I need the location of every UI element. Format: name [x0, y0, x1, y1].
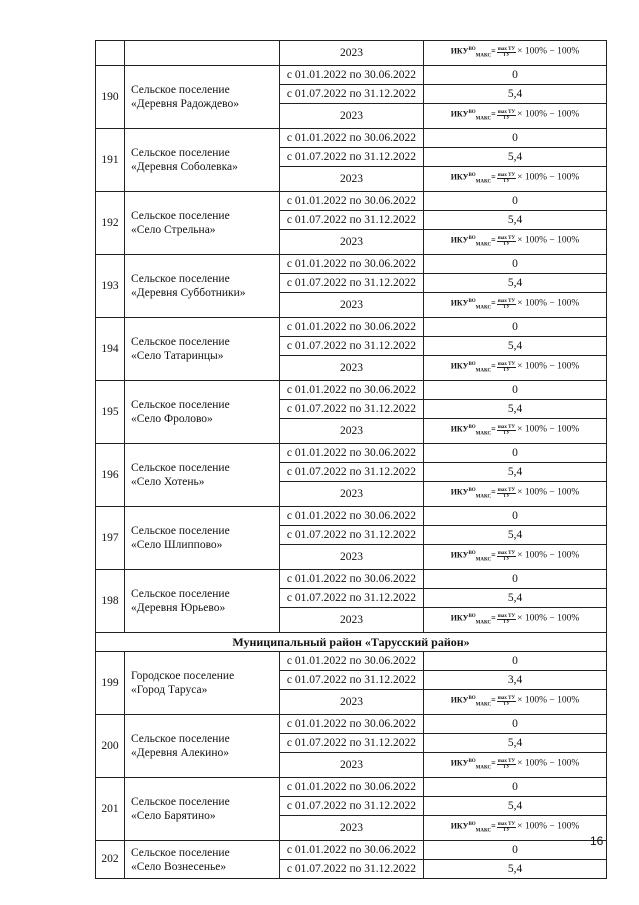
period-cell: с 01.01.2022 по 30.06.2022 — [280, 778, 424, 797]
settlement-type: Сельское поселение — [131, 84, 230, 96]
row-number: 194 — [96, 318, 125, 381]
period-cell: с 01.01.2022 по 30.06.2022 — [280, 570, 424, 589]
formula-lhs: ИКУ — [450, 488, 469, 498]
formula-lhs: ИКУ — [450, 822, 469, 832]
formula-eq: = — [491, 173, 496, 183]
formula-lhs-sub: МАКС — [475, 179, 492, 185]
formula-lhs: ИКУ — [450, 110, 469, 120]
period-cell: 2023 — [280, 419, 424, 444]
settlement-title: «Город Таруса» — [131, 684, 208, 696]
period-cell: 2023 — [280, 293, 424, 318]
period-cell: 2023 — [280, 545, 424, 570]
settlement-type: Сельское поселение — [131, 147, 230, 159]
period-cell: с 01.07.2022 по 31.12.2022 — [280, 860, 424, 879]
settlement-name — [125, 66, 280, 129]
settlement-type: Сельское поселение — [131, 273, 230, 285]
formula-lhs-sub: МАКС — [475, 242, 492, 248]
formula-rest: × 100% − 100% — [517, 362, 580, 373]
settlement-name — [125, 778, 280, 841]
formula-lhs: ИКУ — [450, 551, 469, 561]
value-cell: 5,4 — [424, 211, 607, 230]
formula-lhs: ИКУ — [450, 362, 469, 372]
formula-rest: × 100% − 100% — [517, 236, 580, 247]
period-cell: с 01.07.2022 по 31.12.2022 — [280, 211, 424, 230]
formula-rest: × 100% − 100% — [517, 822, 580, 833]
formula-fraction — [497, 362, 516, 373]
formula-lhs-sub: МАКС — [475, 765, 492, 771]
formula-denominator: ТУ — [502, 764, 510, 770]
value-cell: 5,4 — [424, 526, 607, 545]
formula-eq: = — [491, 110, 496, 120]
formula-cell — [424, 690, 607, 715]
table-row — [96, 318, 607, 337]
period-cell: 2023 — [280, 230, 424, 255]
formula-lhs-sup: ВО — [468, 551, 476, 557]
formula-cell — [424, 293, 607, 318]
value-cell: 3,4 — [424, 671, 607, 690]
settlement-name — [125, 507, 280, 570]
formula-denominator: ТУ — [502, 619, 510, 625]
formula-numerator: max ТУ — [497, 298, 516, 304]
period-cell: с 01.01.2022 по 30.06.2022 — [280, 715, 424, 734]
formula-cell — [424, 816, 607, 841]
value-cell: 0 — [424, 570, 607, 589]
formula-fraction — [497, 759, 516, 770]
row-number: 190 — [96, 66, 125, 129]
formula-cell — [424, 419, 607, 444]
table-row — [96, 715, 607, 734]
value-cell: 5,4 — [424, 734, 607, 753]
formula-rest: × 100% − 100% — [517, 488, 580, 499]
formula-cell — [424, 356, 607, 381]
period-cell: с 01.01.2022 по 30.06.2022 — [280, 318, 424, 337]
settlement-title: «Село Фролово» — [131, 413, 213, 425]
formula-lhs-sub: МАКС — [475, 702, 492, 708]
formula-rest: × 100% − 100% — [517, 551, 580, 562]
value-cell: 0 — [424, 444, 607, 463]
period-cell: с 01.07.2022 по 31.12.2022 — [280, 337, 424, 356]
value-cell: 0 — [424, 715, 607, 734]
table-row — [96, 444, 607, 463]
settlement-name — [125, 381, 280, 444]
period-cell: с 01.01.2022 по 30.06.2022 — [280, 255, 424, 274]
period-cell: 2023 — [280, 690, 424, 715]
formula-rest: × 100% − 100% — [517, 759, 580, 770]
formula-lhs-sup: ВО — [468, 110, 476, 116]
value-cell: 5,4 — [424, 85, 607, 104]
period-cell: 2023 — [280, 167, 424, 192]
period-cell: с 01.01.2022 по 30.06.2022 — [280, 66, 424, 85]
period-cell: с 01.01.2022 по 30.06.2022 — [280, 129, 424, 148]
settlement-title: «Село Вознесенье» — [131, 860, 227, 873]
row-number: 198 — [96, 570, 125, 633]
settlement-name — [125, 192, 280, 255]
period-cell: 2023 — [280, 104, 424, 129]
formula-eq: = — [491, 696, 496, 706]
formula-lhs: ИКУ — [450, 696, 469, 706]
period-cell: с 01.01.2022 по 30.06.2022 — [280, 652, 424, 671]
formula-lhs: ИКУ — [450, 299, 469, 309]
formula-lhs-sup: ВО — [468, 488, 476, 494]
formula-eq: = — [491, 551, 496, 561]
table-row — [96, 652, 607, 671]
row-number: 192 — [96, 192, 125, 255]
formula-numerator: max ТУ — [497, 172, 516, 178]
formula-lhs-sub: МАКС — [475, 494, 492, 500]
settlement-type: Сельское поселение — [131, 796, 230, 808]
formula-rest: × 100% − 100% — [517, 173, 580, 184]
formula-rest: × 100% − 100% — [517, 299, 580, 310]
formula-denominator: ТУ — [502, 827, 510, 833]
row-number: 197 — [96, 507, 125, 570]
formula-denominator: ТУ — [502, 52, 510, 58]
formula-numerator: max ТУ — [497, 758, 516, 764]
value-cell: 0 — [424, 192, 607, 211]
formula-lhs-sup: ВО — [468, 425, 476, 431]
formula-cell — [424, 230, 607, 255]
settlement-title: «Деревня Радождево» — [131, 98, 240, 110]
formula-lhs-sub: МАКС — [475, 368, 492, 374]
formula-lhs-sub: МАКС — [475, 828, 492, 834]
settlement-title: «Село Шлиппово» — [131, 539, 223, 551]
formula-fraction — [497, 236, 516, 247]
settlement-type: Сельское поселение — [131, 399, 230, 411]
value-cell: 5,4 — [424, 337, 607, 356]
settlement-name — [125, 129, 280, 192]
formula-lhs: ИКУ — [450, 425, 469, 435]
settlement-title: «Деревня Соболевка» — [131, 161, 238, 173]
settlement-type: Сельское поселение — [131, 733, 230, 745]
tariff-table — [95, 40, 607, 879]
formula-rest: × 100% − 100% — [517, 614, 580, 625]
formula-denominator: ТУ — [502, 367, 510, 373]
table-row — [96, 41, 607, 66]
formula-lhs-sup: ВО — [468, 696, 476, 702]
formula-denominator: ТУ — [502, 556, 510, 562]
formula-lhs: ИКУ — [450, 173, 469, 183]
value-cell: 0 — [424, 381, 607, 400]
row-number: 200 — [96, 715, 125, 778]
table-row — [96, 192, 607, 211]
section-title: Муниципальный район «Тарусский район» — [96, 633, 607, 652]
period-cell: 2023 — [280, 608, 424, 633]
formula-numerator: max ТУ — [497, 235, 516, 241]
table-row — [96, 66, 607, 85]
formula-eq: = — [491, 759, 496, 769]
formula-denominator: ТУ — [502, 430, 510, 436]
formula-rest: × 100% − 100% — [517, 47, 580, 58]
formula-rest: × 100% − 100% — [517, 696, 580, 707]
value-cell: 5,4 — [424, 797, 607, 816]
formula-lhs: ИКУ — [450, 614, 469, 624]
formula-lhs-sup: ВО — [468, 173, 476, 179]
row-number: 199 — [96, 652, 125, 715]
settlement-name — [125, 841, 280, 879]
formula-fraction — [497, 173, 516, 184]
formula-lhs: ИКУ — [450, 47, 469, 57]
value-cell: 0 — [424, 318, 607, 337]
value-cell: 0 — [424, 66, 607, 85]
table-row — [96, 381, 607, 400]
period-cell: 2023 — [280, 356, 424, 381]
row-number: 201 — [96, 778, 125, 841]
period-cell: с 01.01.2022 по 30.06.2022 — [280, 841, 424, 860]
section-row — [96, 633, 607, 652]
formula-rest: × 100% − 100% — [517, 110, 580, 121]
settlement-type: Сельское поселение — [131, 525, 230, 537]
formula-cell — [424, 545, 607, 570]
page-number: 16 — [590, 834, 604, 848]
formula-cell — [424, 104, 607, 129]
settlement-name — [125, 570, 280, 633]
settlement-name — [125, 318, 280, 381]
settlement-name — [125, 444, 280, 507]
value-cell: 0 — [424, 652, 607, 671]
formula-eq: = — [491, 236, 496, 246]
formula-numerator: max ТУ — [497, 361, 516, 367]
formula-eq: = — [491, 614, 496, 624]
settlement-name — [125, 715, 280, 778]
settlement-title: «Село Барятино» — [131, 810, 216, 822]
formula-lhs-sub: МАКС — [475, 557, 492, 563]
period-cell: с 01.07.2022 по 31.12.2022 — [280, 463, 424, 482]
formula-eq: = — [491, 362, 496, 372]
settlement-title: «Село Стрельна» — [131, 224, 216, 236]
settlement-title: «Деревня Субботники» — [131, 287, 246, 299]
table-row — [96, 129, 607, 148]
table-row — [96, 570, 607, 589]
period-cell: с 01.07.2022 по 31.12.2022 — [280, 85, 424, 104]
formula-numerator: max ТУ — [497, 109, 516, 115]
formula-lhs-sup: ВО — [468, 614, 476, 620]
formula-fraction — [497, 551, 516, 562]
formula-fraction — [497, 299, 516, 310]
settlement-type: Городское поселение — [131, 670, 235, 682]
formula-fraction — [497, 110, 516, 121]
period-cell: с 01.01.2022 по 30.06.2022 — [280, 507, 424, 526]
row-number: 191 — [96, 129, 125, 192]
settlement-type: Сельское поселение — [131, 462, 230, 474]
settlement-title: «Деревня Алекино» — [131, 747, 229, 759]
formula-fraction — [497, 614, 516, 625]
period-cell: с 01.01.2022 по 30.06.2022 — [280, 192, 424, 211]
period-cell: с 01.07.2022 по 31.12.2022 — [280, 526, 424, 545]
formula-lhs-sup: ВО — [468, 759, 476, 765]
formula-cell — [424, 753, 607, 778]
formula-lhs-sup: ВО — [468, 236, 476, 242]
period-cell: с 01.07.2022 по 31.12.2022 — [280, 274, 424, 293]
formula-denominator: ТУ — [502, 304, 510, 310]
formula-eq: = — [491, 425, 496, 435]
formula-fraction — [497, 696, 516, 707]
formula-numerator: max ТУ — [497, 695, 516, 701]
formula-denominator: ТУ — [502, 493, 510, 499]
table-row — [96, 255, 607, 274]
formula-numerator: max ТУ — [497, 821, 516, 827]
formula-lhs-sub: МАКС — [475, 305, 492, 311]
formula-denominator: ТУ — [502, 241, 510, 247]
row-number: 193 — [96, 255, 125, 318]
formula-lhs-sup: ВО — [468, 822, 476, 828]
value-cell: 5,4 — [424, 148, 607, 167]
formula-numerator: max ТУ — [497, 46, 516, 52]
value-cell: 0 — [424, 841, 607, 860]
formula-rest: × 100% − 100% — [517, 425, 580, 436]
settlement-name — [125, 255, 280, 318]
period-cell: с 01.01.2022 по 30.06.2022 — [280, 444, 424, 463]
formula-denominator: ТУ — [502, 178, 510, 184]
formula-denominator: ТУ — [502, 115, 510, 121]
formula-cell — [424, 167, 607, 192]
value-cell: 0 — [424, 778, 607, 797]
formula-numerator: max ТУ — [497, 550, 516, 556]
period-cell: с 01.07.2022 по 31.12.2022 — [280, 589, 424, 608]
value-cell: 5,4 — [424, 589, 607, 608]
value-cell: 0 — [424, 255, 607, 274]
table-row — [96, 507, 607, 526]
formula-fraction — [497, 488, 516, 499]
settlement-type: Сельское поселение — [131, 210, 230, 222]
formula-eq: = — [491, 299, 496, 309]
settlement-type: Сельское поселение — [131, 336, 230, 348]
value-cell: 0 — [424, 129, 607, 148]
period-cell: с 01.07.2022 по 31.12.2022 — [280, 148, 424, 167]
formula-cell — [424, 41, 607, 66]
row-number: 195 — [96, 381, 125, 444]
period-cell: с 01.07.2022 по 31.12.2022 — [280, 671, 424, 690]
formula-denominator: ТУ — [502, 701, 510, 707]
period-cell: с 01.07.2022 по 31.12.2022 — [280, 797, 424, 816]
table-row — [96, 841, 607, 860]
formula-lhs: ИКУ — [450, 759, 469, 769]
formula-lhs-sub: МАКС — [475, 431, 492, 437]
period-cell: с 01.01.2022 по 30.06.2022 — [280, 381, 424, 400]
formula-fraction — [497, 822, 516, 833]
period-cell: 2023 — [280, 816, 424, 841]
formula-lhs-sup: ВО — [468, 362, 476, 368]
value-cell: 5,4 — [424, 400, 607, 419]
settlement-title: «Село Хотень» — [131, 476, 205, 488]
value-cell: 5,4 — [424, 463, 607, 482]
formula-lhs-sup: ВО — [468, 47, 476, 53]
row-number: 196 — [96, 444, 125, 507]
formula-lhs-sub: МАКС — [475, 116, 492, 122]
formula-numerator: max ТУ — [497, 613, 516, 619]
period-cell: с 01.07.2022 по 31.12.2022 — [280, 734, 424, 753]
period-cell: 2023 — [280, 753, 424, 778]
formula-eq: = — [491, 47, 496, 57]
formula-eq: = — [491, 822, 496, 832]
value-cell: 0 — [424, 507, 607, 526]
formula-lhs: ИКУ — [450, 236, 469, 246]
formula-lhs-sup: ВО — [468, 299, 476, 305]
formula-eq: = — [491, 488, 496, 498]
row-number: 202 — [96, 841, 125, 879]
settlement-title: «Село Татаринцы» — [131, 350, 224, 362]
formula-cell — [424, 482, 607, 507]
period-cell: 2023 — [280, 482, 424, 507]
formula-lhs-sub: МАКС — [475, 53, 492, 59]
settlement-type: Сельское поселение — [131, 588, 230, 600]
settlement-title: «Деревня Юрьево» — [131, 602, 226, 614]
value-cell: 5,4 — [424, 274, 607, 293]
formula-cell — [424, 608, 607, 633]
formula-numerator: max ТУ — [497, 487, 516, 493]
settlement-type: Сельское поселение — [131, 846, 230, 859]
formula-fraction — [497, 47, 516, 58]
table-row — [96, 778, 607, 797]
period-cell: с 01.07.2022 по 31.12.2022 — [280, 400, 424, 419]
settlement-name — [125, 652, 280, 715]
period-cell: 2023 — [280, 41, 424, 66]
value-cell: 5,4 — [424, 860, 607, 879]
formula-lhs-sub: МАКС — [475, 620, 492, 626]
formula-fraction — [497, 425, 516, 436]
formula-numerator: max ТУ — [497, 424, 516, 430]
